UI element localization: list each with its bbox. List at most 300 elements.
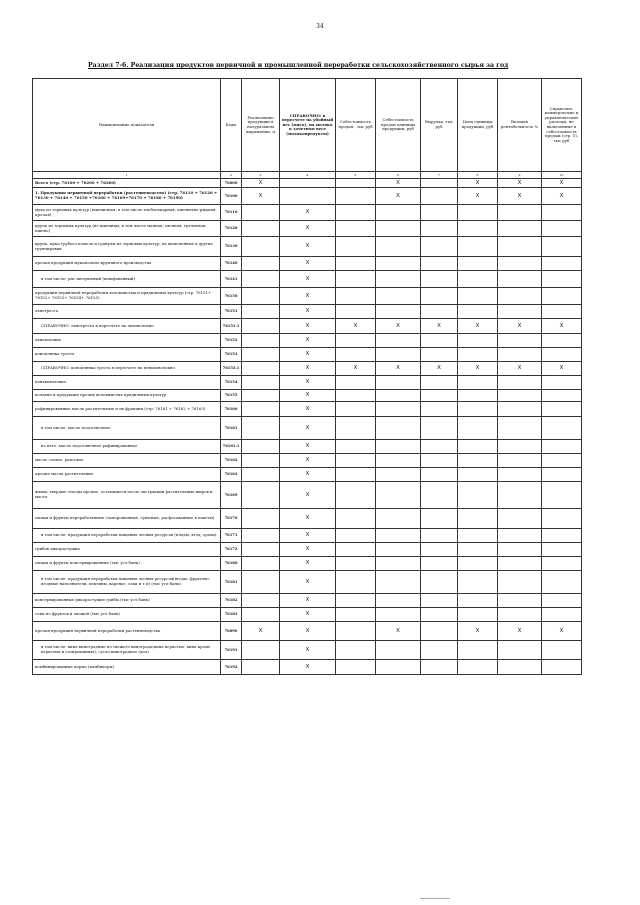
table-cell[interactable] (336, 608, 376, 622)
table-cell[interactable] (336, 205, 376, 221)
table-cell[interactable] (376, 376, 421, 390)
table-cell[interactable]: X (280, 305, 336, 319)
table-cell[interactable]: X (242, 179, 280, 188)
table-cell[interactable]: X (376, 319, 421, 334)
table-cell[interactable]: X (280, 594, 336, 608)
column-number-row (33, 172, 582, 179)
table-cell[interactable] (421, 271, 458, 288)
table-cell[interactable] (336, 257, 376, 271)
table-cell[interactable] (458, 288, 498, 305)
row-code: 76000 (221, 179, 242, 188)
row-label: пеньковолокно (33, 376, 221, 390)
table-cell[interactable]: X (280, 509, 336, 529)
table-cell[interactable] (242, 440, 280, 454)
table-cell[interactable] (421, 660, 458, 675)
table-cell[interactable] (542, 608, 582, 622)
table-cell[interactable] (498, 509, 542, 529)
table-cell[interactable] (336, 417, 376, 440)
table-cell[interactable] (458, 237, 498, 257)
table-cell[interactable] (376, 402, 421, 417)
table-cell[interactable] (421, 454, 458, 468)
table-body (33, 179, 582, 675)
row-label: в том числе: рис шелушеный (шлифованный) (33, 271, 221, 288)
table-cell[interactable] (498, 543, 542, 557)
table-cell[interactable] (498, 641, 542, 660)
table-cell[interactable] (336, 237, 376, 257)
table-cell[interactable]: X (336, 362, 376, 376)
table-cell[interactable] (458, 660, 498, 675)
header-expenses: Справочно: коммерческие и управленческие расходы, не включенные в себестоимость продаж (стр. 5), тыс руб (542, 79, 582, 172)
table-cell[interactable] (376, 288, 421, 305)
column-number: 1 (33, 172, 221, 179)
row-code: 76180 (221, 557, 242, 571)
table-cell[interactable] (458, 440, 498, 454)
header-row (33, 79, 582, 172)
table-cell[interactable] (376, 571, 421, 594)
table-cell[interactable] (336, 221, 376, 237)
table-cell[interactable] (421, 641, 458, 660)
table-cell[interactable] (242, 482, 280, 509)
table-cell[interactable] (336, 660, 376, 675)
table-cell[interactable] (242, 348, 280, 362)
table-cell[interactable] (542, 468, 582, 482)
table-cell[interactable] (242, 305, 280, 319)
table-cell[interactable] (542, 482, 582, 509)
row-label: льноволокно (33, 334, 221, 348)
table-cell[interactable] (458, 571, 498, 594)
table-cell[interactable]: X (280, 468, 336, 482)
row-label: Всего (стр. 76100 + 76200 + 76200) (33, 179, 221, 188)
table-cell[interactable] (242, 454, 280, 468)
table-cell[interactable]: X (280, 319, 336, 334)
table-cell[interactable] (376, 543, 421, 557)
table-cell[interactable] (458, 641, 498, 660)
table-cell[interactable] (336, 594, 376, 608)
table-cell[interactable] (498, 557, 542, 571)
table-cell[interactable] (421, 334, 458, 348)
table-cell[interactable]: X (458, 362, 498, 376)
table-cell[interactable] (542, 305, 582, 319)
table-cell[interactable]: X (280, 417, 336, 440)
table-cell[interactable] (458, 376, 498, 390)
table-cell[interactable] (336, 557, 376, 571)
table-cell[interactable] (376, 221, 421, 237)
table-cell[interactable] (458, 557, 498, 571)
table-cell[interactable] (336, 509, 376, 529)
table-cell[interactable]: X (498, 179, 542, 188)
table-cell[interactable] (542, 402, 582, 417)
table-cell[interactable] (421, 608, 458, 622)
table-cell[interactable] (421, 622, 458, 641)
table-cell[interactable] (336, 402, 376, 417)
table-cell[interactable] (498, 440, 542, 454)
table-cell[interactable] (498, 288, 542, 305)
table-cell[interactable] (421, 288, 458, 305)
row-label: СПРАВОЧНО: льнотреста в пересчете на льноволокно (33, 319, 221, 334)
table-cell[interactable] (336, 440, 376, 454)
table-cell[interactable]: X (280, 571, 336, 594)
table-cell[interactable] (542, 454, 582, 468)
table-row (33, 179, 582, 188)
table-row (33, 271, 582, 288)
table-cell[interactable] (421, 402, 458, 417)
row-label: СПРАВОЧНО: коноплянка треста в пересчете на пеньковолокно (33, 362, 221, 376)
row-label: рафинированные масла растительные и их фракции (стр. 76161 + 76162 + 76163) (33, 402, 221, 417)
table-cell[interactable]: X (280, 348, 336, 362)
table-cell[interactable]: X (458, 622, 498, 641)
table-cell[interactable] (421, 237, 458, 257)
table-cell[interactable] (421, 440, 458, 454)
table-cell[interactable] (421, 417, 458, 440)
table-cell[interactable]: X (280, 257, 336, 271)
table-cell[interactable] (421, 205, 458, 221)
table-cell[interactable]: X (458, 179, 498, 188)
table-cell[interactable] (542, 529, 582, 543)
table-cell[interactable] (458, 257, 498, 271)
table-cell[interactable] (498, 454, 542, 468)
table-row (33, 454, 582, 468)
table-cell[interactable] (498, 348, 542, 362)
table-cell[interactable] (376, 440, 421, 454)
table-cell[interactable] (458, 509, 498, 529)
table-cell[interactable] (376, 608, 421, 622)
table-cell[interactable] (376, 271, 421, 288)
table-cell[interactable] (542, 257, 582, 271)
table-cell[interactable] (458, 221, 498, 237)
table-cell[interactable] (242, 641, 280, 660)
table-cell[interactable] (498, 468, 542, 482)
table-cell[interactable]: X (542, 622, 582, 641)
column-number: 8 (458, 172, 498, 179)
table-cell[interactable] (458, 390, 498, 402)
table-cell[interactable] (242, 509, 280, 529)
table-cell[interactable]: X (280, 440, 336, 454)
table-cell[interactable] (458, 608, 498, 622)
table-cell[interactable] (242, 221, 280, 237)
table-cell[interactable] (542, 641, 582, 660)
table-cell[interactable]: X (542, 179, 582, 188)
row-label: в том числе: вина виноградные из свежего винограда(вина игристые, вина кроме игристых и газированных); сусло виноградное (дал) (33, 641, 221, 660)
table-cell[interactable]: X (421, 319, 458, 334)
table-cell[interactable] (336, 529, 376, 543)
table-cell[interactable] (421, 543, 458, 557)
header-profitability: Валовая рентабельность % (498, 79, 542, 172)
table-cell[interactable]: X (498, 319, 542, 334)
table-cell[interactable] (498, 376, 542, 390)
table-cell[interactable] (421, 305, 458, 319)
table-cell[interactable] (421, 257, 458, 271)
table-cell[interactable] (376, 660, 421, 675)
table-cell[interactable] (458, 271, 498, 288)
table-cell[interactable] (498, 482, 542, 509)
column-number: 3 (242, 172, 280, 179)
table-cell[interactable] (498, 257, 542, 271)
table-cell[interactable] (498, 608, 542, 622)
row-label: консервированные дикорастущие грибы (тыс усл банк) (33, 594, 221, 608)
table-cell[interactable] (376, 509, 421, 529)
table-cell[interactable] (458, 348, 498, 362)
table-cell[interactable] (421, 390, 458, 402)
table-cell[interactable] (498, 271, 542, 288)
table-cell[interactable] (376, 334, 421, 348)
table-cell[interactable] (336, 188, 376, 205)
table-cell[interactable] (542, 390, 582, 402)
table-cell[interactable] (542, 509, 582, 529)
table-cell[interactable] (242, 362, 280, 376)
table-cell[interactable]: X (376, 188, 421, 205)
table-cell[interactable]: X (280, 288, 336, 305)
table-cell[interactable] (376, 417, 421, 440)
table-cell[interactable] (542, 571, 582, 594)
table-cell[interactable] (242, 468, 280, 482)
table-cell[interactable]: X (280, 622, 336, 641)
table-row (33, 334, 582, 348)
table-cell[interactable]: X (280, 376, 336, 390)
table-cell[interactable] (498, 571, 542, 594)
table-cell[interactable] (421, 571, 458, 594)
table-cell[interactable] (336, 468, 376, 482)
table-cell[interactable]: X (421, 362, 458, 376)
table-cell[interactable] (421, 529, 458, 543)
row-label: крупа, мука грубого помола и гранулы из зерновых культур, не включенные в другие группировки (33, 237, 221, 257)
row-code: 76162 (221, 454, 242, 468)
table-cell[interactable] (376, 468, 421, 482)
column-number: 7 (421, 172, 458, 179)
table-cell[interactable] (542, 440, 582, 454)
table-cell[interactable] (542, 660, 582, 675)
table-cell[interactable] (498, 660, 542, 675)
table-cell[interactable] (458, 205, 498, 221)
row-label: 1. Продукция первичной переработки (растениеводство) (стр. 76110 + 76120 + 76130 + 76140 + 76150 +76160 + 76169+76170 + 76180 + 76190) (33, 188, 221, 205)
table-cell[interactable]: X (542, 362, 582, 376)
table-cell[interactable] (542, 205, 582, 221)
table-cell[interactable] (458, 543, 498, 557)
table-cell[interactable] (498, 237, 542, 257)
row-code: 76152 (221, 334, 242, 348)
row-code: 76155 (221, 390, 242, 402)
table-cell[interactable] (336, 543, 376, 557)
table-cell[interactable]: X (280, 221, 336, 237)
table-cell[interactable] (376, 454, 421, 468)
table-cell[interactable] (458, 454, 498, 468)
table-cell[interactable] (498, 334, 542, 348)
table-cell[interactable] (336, 271, 376, 288)
table-cell[interactable] (542, 288, 582, 305)
row-label: прочие масла растительные (33, 468, 221, 482)
table-cell[interactable] (280, 188, 336, 205)
table-cell[interactable] (458, 334, 498, 348)
row-code: 76160 (221, 402, 242, 417)
table-cell[interactable] (242, 417, 280, 440)
table-cell[interactable] (336, 334, 376, 348)
table-cell[interactable] (376, 237, 421, 257)
table-row (33, 319, 582, 334)
row-label: крупа из зерновых культур (из пшеницы, в том числе манная; овсяная, гречневая, пшено) (33, 221, 221, 237)
table-cell[interactable]: X (498, 622, 542, 641)
table-row (33, 468, 582, 482)
table-cell[interactable] (242, 402, 280, 417)
table-cell[interactable]: X (280, 529, 336, 543)
table-cell[interactable]: X (280, 362, 336, 376)
table-cell[interactable] (376, 257, 421, 271)
table-cell[interactable]: X (242, 622, 280, 641)
table-cell[interactable]: X (280, 543, 336, 557)
table-cell[interactable] (542, 237, 582, 257)
table-cell[interactable]: X (542, 319, 582, 334)
table-row (33, 571, 582, 594)
table-cell[interactable]: X (280, 205, 336, 221)
table-cell[interactable]: X (376, 362, 421, 376)
table-cell[interactable]: X (376, 179, 421, 188)
table-cell[interactable] (498, 390, 542, 402)
table-cell[interactable] (376, 390, 421, 402)
table-cell[interactable] (376, 205, 421, 221)
table-cell[interactable] (498, 402, 542, 417)
table-cell[interactable] (421, 348, 458, 362)
row-label: масло соевое, рапсовое (33, 454, 221, 468)
table-cell[interactable] (498, 529, 542, 543)
table-cell[interactable] (376, 529, 421, 543)
table-cell[interactable]: X (498, 362, 542, 376)
table-cell[interactable] (542, 594, 582, 608)
table-cell[interactable] (242, 334, 280, 348)
table-cell[interactable] (242, 543, 280, 557)
table-cell[interactable] (542, 271, 582, 288)
table-cell[interactable] (242, 237, 280, 257)
table-cell[interactable] (421, 188, 458, 205)
table-row (33, 237, 582, 257)
table-cell[interactable] (242, 557, 280, 571)
table-cell[interactable] (458, 468, 498, 482)
table-cell[interactable]: X (280, 557, 336, 571)
row-code: 76192 (221, 660, 242, 675)
table-cell[interactable] (242, 271, 280, 288)
table-cell[interactable] (458, 305, 498, 319)
table-cell[interactable] (242, 608, 280, 622)
table-cell[interactable]: X (280, 334, 336, 348)
column-number: 2 (221, 172, 242, 179)
header-cost: Себестоимость продан., тыс руб (336, 79, 376, 172)
table-cell[interactable] (498, 417, 542, 440)
table-cell[interactable] (242, 571, 280, 594)
table-cell[interactable]: X (280, 482, 336, 509)
table-cell[interactable] (498, 594, 542, 608)
table-cell[interactable] (376, 594, 421, 608)
table-cell[interactable] (421, 221, 458, 237)
table-cell[interactable] (542, 221, 582, 237)
table-cell[interactable] (376, 482, 421, 509)
table-cell[interactable] (242, 288, 280, 305)
row-label: прочая продукция мукомольно-крупяного производства (33, 257, 221, 271)
row-label: коноплянка треста (33, 348, 221, 362)
table-cell[interactable]: X (242, 188, 280, 205)
table-cell[interactable] (498, 305, 542, 319)
row-code: 76163 (221, 468, 242, 482)
table-cell[interactable]: X (280, 608, 336, 622)
table-cell[interactable] (458, 594, 498, 608)
table-cell[interactable] (458, 417, 498, 440)
table-cell[interactable] (242, 529, 280, 543)
table-cell[interactable] (458, 482, 498, 509)
table-cell[interactable] (242, 390, 280, 402)
table-cell[interactable] (242, 376, 280, 390)
table-cell[interactable]: X (542, 188, 582, 205)
table-cell[interactable] (542, 348, 582, 362)
table-cell[interactable]: X (336, 319, 376, 334)
table-cell[interactable] (336, 641, 376, 660)
table-cell[interactable] (336, 348, 376, 362)
table-cell[interactable]: X (498, 188, 542, 205)
table-cell[interactable]: X (458, 188, 498, 205)
row-label: комбинированные корма (комбикорм) (33, 660, 221, 675)
table-cell[interactable]: X (280, 402, 336, 417)
table-cell[interactable] (421, 594, 458, 608)
table-cell[interactable]: X (280, 660, 336, 675)
table-cell[interactable] (542, 376, 582, 390)
table-cell[interactable] (242, 594, 280, 608)
table-cell[interactable] (421, 376, 458, 390)
table-row (33, 509, 582, 529)
table-cell[interactable]: X (280, 390, 336, 402)
table-cell[interactable] (542, 543, 582, 557)
row-label: в том числе: продукция переработки пищевых лесных ресурсов (плоды, ягод, орехи) (33, 529, 221, 543)
table-cell[interactable] (542, 417, 582, 440)
table-cell[interactable] (376, 641, 421, 660)
table-cell[interactable]: X (280, 271, 336, 288)
table-cell[interactable] (542, 557, 582, 571)
table-cell[interactable] (336, 376, 376, 390)
table-cell[interactable] (421, 509, 458, 529)
table-cell[interactable] (242, 660, 280, 675)
table-cell[interactable] (336, 179, 376, 188)
table-cell[interactable] (376, 557, 421, 571)
table-row (33, 188, 582, 205)
table-cell[interactable] (458, 529, 498, 543)
table-row (33, 417, 582, 440)
table-cell[interactable] (336, 305, 376, 319)
table-cell[interactable] (421, 179, 458, 188)
row-code: 76154 (221, 376, 242, 390)
table-cell[interactable]: X (280, 641, 336, 660)
row-label: волокна и продукция прочих волокнистых прядильных культур (33, 390, 221, 402)
table-cell[interactable] (336, 571, 376, 594)
table-cell[interactable] (498, 205, 542, 221)
table-cell[interactable] (421, 468, 458, 482)
table-cell[interactable] (280, 179, 336, 188)
table-cell[interactable]: X (280, 454, 336, 468)
table-cell[interactable] (336, 482, 376, 509)
table-cell[interactable] (376, 348, 421, 362)
table-cell[interactable] (458, 402, 498, 417)
column-number: 5 (336, 172, 376, 179)
table-cell[interactable] (336, 454, 376, 468)
table-cell[interactable] (336, 390, 376, 402)
table-cell[interactable] (242, 257, 280, 271)
table-cell[interactable]: X (376, 622, 421, 641)
table-cell[interactable] (542, 334, 582, 348)
table-cell[interactable] (242, 319, 280, 334)
table-cell[interactable] (421, 557, 458, 571)
table-cell[interactable]: X (280, 237, 336, 257)
table-cell[interactable] (336, 622, 376, 641)
row-label: из него: масло подсолнечное рафинированное (33, 440, 221, 454)
table-cell[interactable] (376, 305, 421, 319)
table-cell[interactable] (242, 205, 280, 221)
table-cell[interactable] (421, 482, 458, 509)
table-cell[interactable]: X (458, 319, 498, 334)
table-cell[interactable] (336, 288, 376, 305)
table-cell[interactable] (498, 221, 542, 237)
